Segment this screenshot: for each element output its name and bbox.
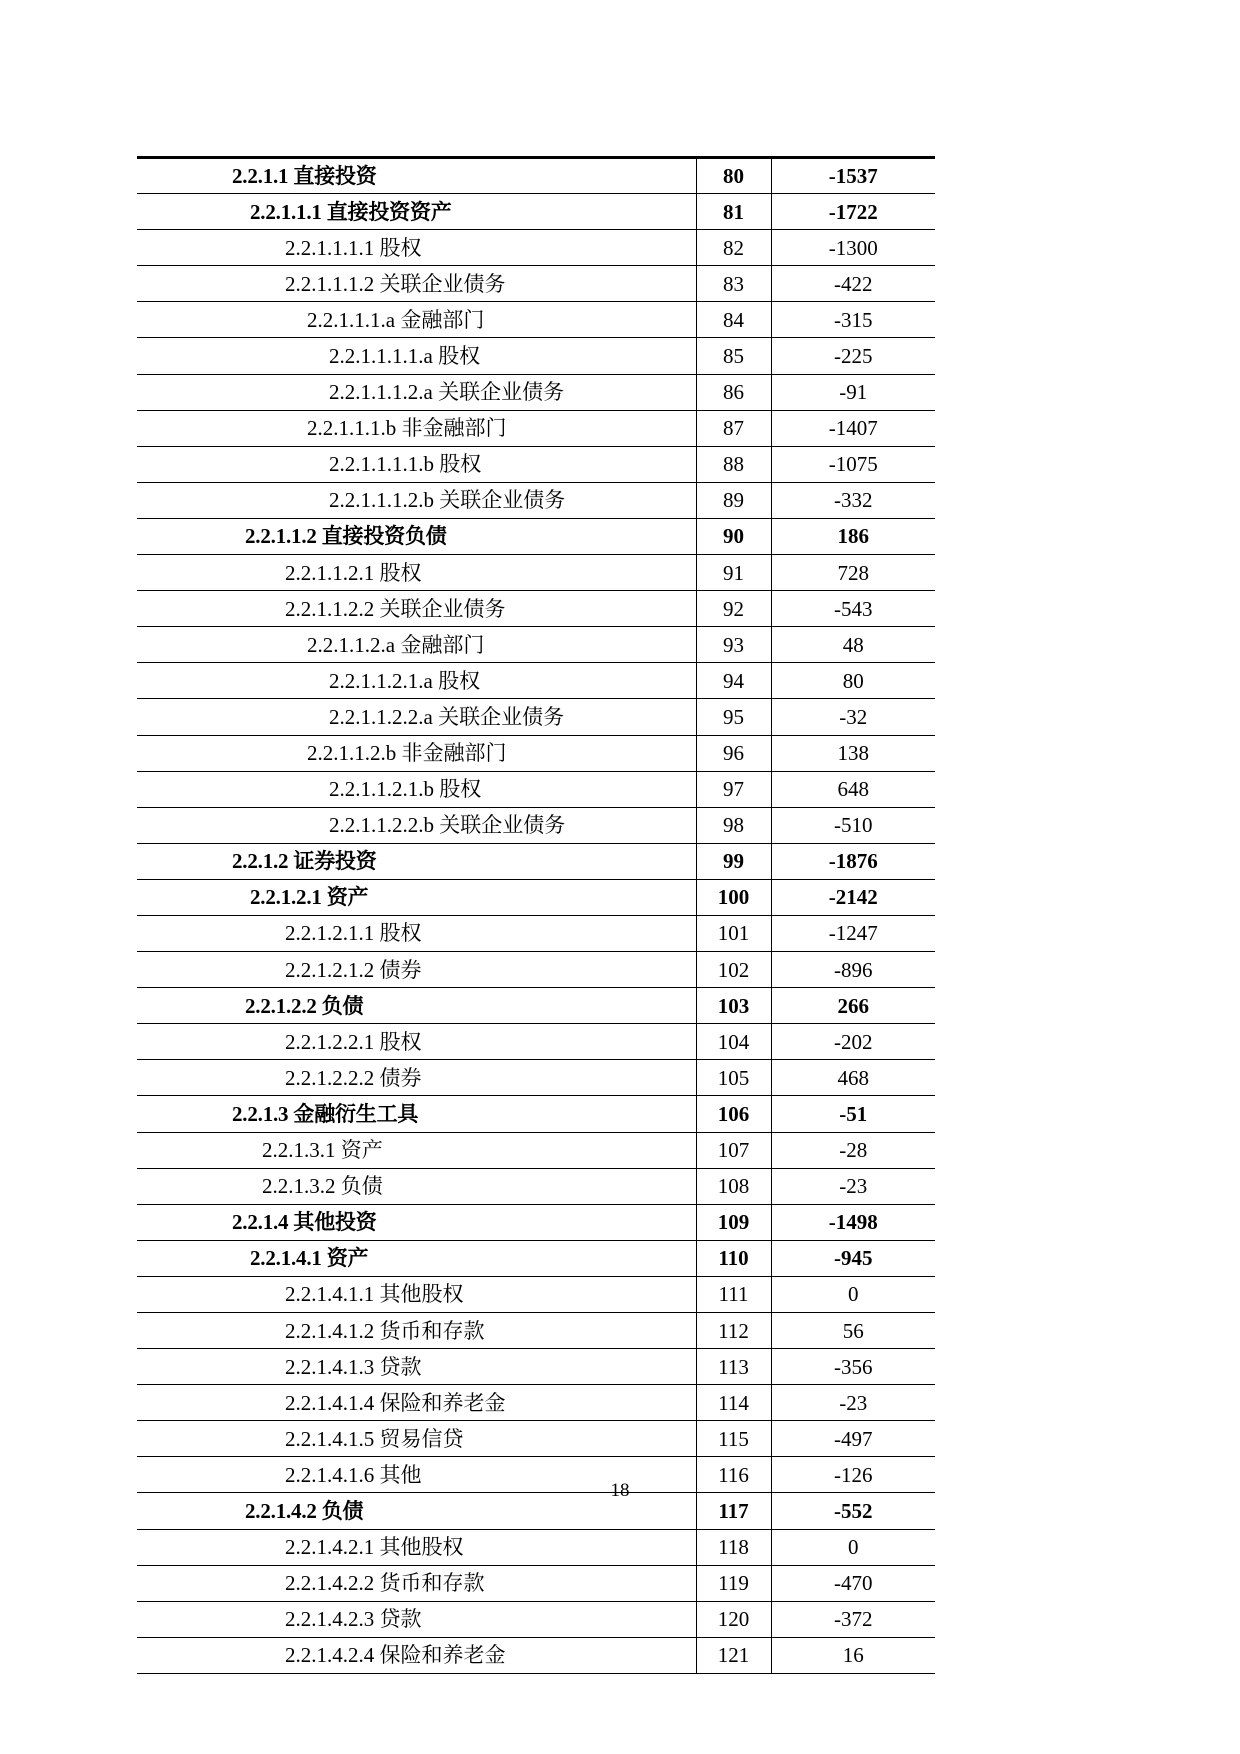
- table-row: [137, 1204, 935, 1240]
- row-code: 90: [696, 518, 771, 554]
- row-code: 112: [696, 1313, 771, 1349]
- row-label: 2.2.1.4.1.1 其他股权: [137, 1276, 696, 1312]
- table-row: [137, 482, 935, 518]
- row-label: 2.2.1.1 直接投资: [137, 158, 696, 194]
- table-row: [137, 843, 935, 879]
- table-row: [137, 1168, 935, 1204]
- row-value: -23: [771, 1168, 935, 1204]
- row-value: 266: [771, 988, 935, 1024]
- row-value: -1722: [771, 194, 935, 230]
- row-label: 2.2.1.2.2.1 股权: [137, 1024, 696, 1060]
- row-label: 2.2.1.1.1.2 关联企业债务: [137, 266, 696, 302]
- row-value: 80: [771, 663, 935, 699]
- row-value: 48: [771, 627, 935, 663]
- table-row: [137, 1276, 935, 1312]
- row-code: 115: [696, 1421, 771, 1457]
- row-label: 2.2.1.3 金融衍生工具: [137, 1096, 696, 1132]
- row-label: 2.2.1.3.1 资产: [137, 1132, 696, 1168]
- row-label: 2.2.1.1.2.1.a 股权: [137, 663, 696, 699]
- row-label: 2.2.1.2.1 资产: [137, 879, 696, 915]
- row-code: 106: [696, 1096, 771, 1132]
- row-value: 186: [771, 518, 935, 554]
- row-value: 56: [771, 1313, 935, 1349]
- row-code: 116: [696, 1457, 771, 1493]
- row-code: 107: [696, 1132, 771, 1168]
- row-value: 648: [771, 771, 935, 807]
- table-row: [137, 1132, 935, 1168]
- row-value: -332: [771, 482, 935, 518]
- table-row: [137, 1313, 935, 1349]
- row-code: 109: [696, 1204, 771, 1240]
- row-label: 2.2.1.1.2.2.b 关联企业债务: [137, 807, 696, 843]
- row-label: 2.2.1.1.2.b 非金融部门: [137, 735, 696, 771]
- row-value: -91: [771, 374, 935, 410]
- balance-of-payments-table-container: [137, 156, 935, 1674]
- row-label: 2.2.1.4.2.4 保险和养老金: [137, 1637, 696, 1673]
- row-code: 118: [696, 1529, 771, 1565]
- row-code: 121: [696, 1637, 771, 1673]
- row-code: 91: [696, 555, 771, 591]
- row-value: -470: [771, 1565, 935, 1601]
- table-row: [137, 591, 935, 627]
- row-label: 2.2.1.4.1 资产: [137, 1240, 696, 1276]
- table-row: [137, 807, 935, 843]
- row-value: -422: [771, 266, 935, 302]
- table-row: [137, 1060, 935, 1096]
- row-value: -51: [771, 1096, 935, 1132]
- row-code: 84: [696, 302, 771, 338]
- row-value: -126: [771, 1457, 935, 1493]
- table-row: [137, 1349, 935, 1385]
- row-value: 468: [771, 1060, 935, 1096]
- row-code: 96: [696, 735, 771, 771]
- row-value: -543: [771, 591, 935, 627]
- row-code: 87: [696, 410, 771, 446]
- row-value: -896: [771, 952, 935, 988]
- table-row: [137, 1024, 935, 1060]
- row-label: 2.2.1.4.1.2 货币和存款: [137, 1313, 696, 1349]
- row-label: 2.2.1.4.1.3 贷款: [137, 1349, 696, 1385]
- row-code: 117: [696, 1493, 771, 1529]
- table-row: [137, 1529, 935, 1565]
- table-row: [137, 230, 935, 266]
- row-value: -1537: [771, 158, 935, 194]
- row-code: 95: [696, 699, 771, 735]
- row-value: -1300: [771, 230, 935, 266]
- row-label: 2.2.1.2.1.1 股权: [137, 915, 696, 951]
- row-code: 102: [696, 952, 771, 988]
- row-code: 99: [696, 843, 771, 879]
- row-value: -372: [771, 1601, 935, 1637]
- table-body: [137, 158, 935, 1674]
- table-row: [137, 518, 935, 554]
- row-label: 2.2.1.1.1.2.a 关联企业债务: [137, 374, 696, 410]
- row-value: -1407: [771, 410, 935, 446]
- table-row: [137, 266, 935, 302]
- row-value: -510: [771, 807, 935, 843]
- row-code: 89: [696, 482, 771, 518]
- row-code: 105: [696, 1060, 771, 1096]
- row-value: -225: [771, 338, 935, 374]
- row-label: 2.2.1.2 证券投资: [137, 843, 696, 879]
- row-code: 114: [696, 1385, 771, 1421]
- row-value: -945: [771, 1240, 935, 1276]
- table-row: [137, 915, 935, 951]
- row-label: 2.2.1.1.2 直接投资负债: [137, 518, 696, 554]
- row-label: 2.2.1.1.1.b 非金融部门: [137, 410, 696, 446]
- row-code: 110: [696, 1240, 771, 1276]
- table-row: [137, 699, 935, 735]
- row-label: 2.2.1.1.1 直接投资资产: [137, 194, 696, 230]
- row-code: 80: [696, 158, 771, 194]
- table-row: [137, 771, 935, 807]
- row-value: -1075: [771, 446, 935, 482]
- row-label: 2.2.1.4.1.4 保险和养老金: [137, 1385, 696, 1421]
- row-code: 82: [696, 230, 771, 266]
- row-label: 2.2.1.1.1.1 股权: [137, 230, 696, 266]
- row-code: 108: [696, 1168, 771, 1204]
- row-value: -202: [771, 1024, 935, 1060]
- table-row: [137, 663, 935, 699]
- table-row: [137, 338, 935, 374]
- row-label: 2.2.1.1.2.2 关联企业债务: [137, 591, 696, 627]
- row-label: 2.2.1.4.2.1 其他股权: [137, 1529, 696, 1565]
- table-row: [137, 302, 935, 338]
- row-value: -356: [771, 1349, 935, 1385]
- row-value: -1876: [771, 843, 935, 879]
- row-label: 2.2.1.2.1.2 债券: [137, 952, 696, 988]
- balance-of-payments-table: [137, 156, 935, 1674]
- row-value: 138: [771, 735, 935, 771]
- row-code: 104: [696, 1024, 771, 1060]
- row-code: 81: [696, 194, 771, 230]
- row-value: -23: [771, 1385, 935, 1421]
- row-label: 2.2.1.4.2.3 贷款: [137, 1601, 696, 1637]
- row-label: 2.2.1.4 其他投资: [137, 1204, 696, 1240]
- row-code: 93: [696, 627, 771, 663]
- row-value: -32: [771, 699, 935, 735]
- row-code: 100: [696, 879, 771, 915]
- row-code: 101: [696, 915, 771, 951]
- table-row: [137, 1601, 935, 1637]
- table-row: [137, 1385, 935, 1421]
- row-value: 728: [771, 555, 935, 591]
- row-code: 119: [696, 1565, 771, 1601]
- table-row: [137, 1240, 935, 1276]
- row-label: 2.2.1.1.2.1.b 股权: [137, 771, 696, 807]
- row-code: 94: [696, 663, 771, 699]
- table-row: [137, 627, 935, 663]
- row-label: 2.2.1.1.1.1.b 股权: [137, 446, 696, 482]
- table-row: [137, 374, 935, 410]
- row-code: 103: [696, 988, 771, 1024]
- row-label: 2.2.1.4.2 负债: [137, 1493, 696, 1529]
- row-code: 88: [696, 446, 771, 482]
- row-value: -315: [771, 302, 935, 338]
- row-label: 2.2.1.1.1.2.b 关联企业债务: [137, 482, 696, 518]
- row-value: 0: [771, 1529, 935, 1565]
- row-label: 2.2.1.1.2.a 金融部门: [137, 627, 696, 663]
- table-row: [137, 158, 935, 194]
- row-label: 2.2.1.4.1.5 贸易信贷: [137, 1421, 696, 1457]
- row-code: 113: [696, 1349, 771, 1385]
- table-row: [137, 952, 935, 988]
- row-label: 2.2.1.2.2 负债: [137, 988, 696, 1024]
- table-row: [137, 410, 935, 446]
- row-label: 2.2.1.1.2.1 股权: [137, 555, 696, 591]
- table-row: [137, 446, 935, 482]
- row-value: -552: [771, 1493, 935, 1529]
- row-code: 111: [696, 1276, 771, 1312]
- table-row: [137, 1565, 935, 1601]
- row-label: 2.2.1.1.2.2.a 关联企业债务: [137, 699, 696, 735]
- table-row: [137, 194, 935, 230]
- row-label: 2.2.1.3.2 负债: [137, 1168, 696, 1204]
- row-value: -28: [771, 1132, 935, 1168]
- row-code: 120: [696, 1601, 771, 1637]
- row-value: -1498: [771, 1204, 935, 1240]
- row-label: 2.2.1.4.1.6 其他: [137, 1457, 696, 1493]
- table-row: [137, 1421, 935, 1457]
- row-value: -497: [771, 1421, 935, 1457]
- table-row: [137, 735, 935, 771]
- row-code: 98: [696, 807, 771, 843]
- row-label: 2.2.1.2.2.2 债券: [137, 1060, 696, 1096]
- row-value: 0: [771, 1276, 935, 1312]
- row-code: 97: [696, 771, 771, 807]
- row-label: 2.2.1.4.2.2 货币和存款: [137, 1565, 696, 1601]
- row-code: 86: [696, 374, 771, 410]
- page-number: 18: [610, 1480, 630, 1501]
- table-row: [137, 1637, 935, 1673]
- row-label: 2.2.1.1.1.a 金融部门: [137, 302, 696, 338]
- row-value: -2142: [771, 879, 935, 915]
- table-row: [137, 879, 935, 915]
- table-row: [137, 555, 935, 591]
- table-row: [137, 988, 935, 1024]
- row-value: -1247: [771, 915, 935, 951]
- table-row: [137, 1096, 935, 1132]
- row-code: 92: [696, 591, 771, 627]
- row-value: 16: [771, 1637, 935, 1673]
- row-code: 83: [696, 266, 771, 302]
- row-label: 2.2.1.1.1.1.a 股权: [137, 338, 696, 374]
- row-code: 85: [696, 338, 771, 374]
